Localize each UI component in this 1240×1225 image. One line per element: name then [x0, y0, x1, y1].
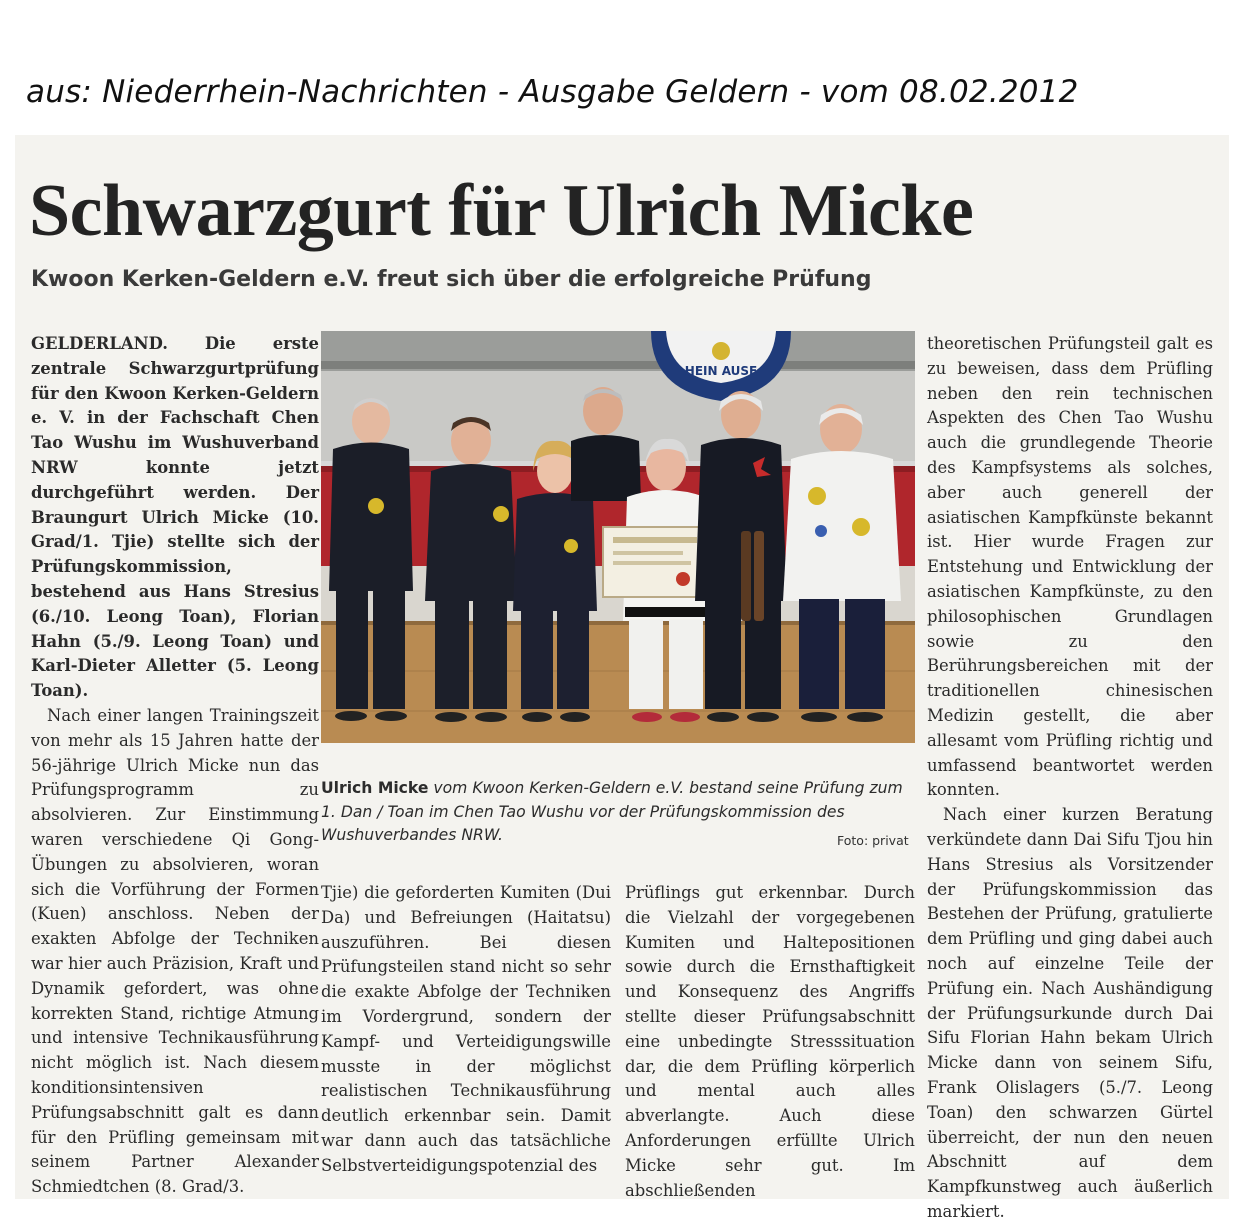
article-column-4 [927, 332, 1213, 1225]
subheadline: Kwoon Kerken-Geldern e.V. freut sich über die erfolgreiche Prüfung [31, 267, 872, 292]
banner-text: HEIN AUSE [684, 364, 758, 378]
newspaper-clipping [15, 135, 1229, 1221]
headline: Schwarzgurt für Ulrich Micke [29, 170, 974, 252]
source-line: aus: Niederrhein-Nachrichten - Ausgabe Geldern - vom 08.02.2012 [26, 74, 1079, 110]
body-paragraph: Tjie) die geforderten Kumiten (Dui Da) und Befreiungen (Haitatsu) auszuführen. Bei diesen Prüfungsteilen stand nicht so sehr die exakte Abfolge der Techniken im Vordergrund, sondern der Kampf- und Verteidigungswille musste in der möglichst realistischen Technikausführung deutlich erkennbar sein. Damit war dann auch das tatsächliche Selbstverteidigungspotenzial des [321, 883, 611, 1175]
article-column-2 [321, 881, 611, 1179]
article-column-3 [625, 881, 915, 1203]
group-photo [321, 331, 915, 743]
photo-illustration [321, 331, 915, 743]
caption-name: Ulrich Micke [321, 779, 429, 797]
body-paragraph: Nach einer langen Trainingszeit von mehr als 15 Jahren hatte der 56-jährige Ulrich Micke nun das Prüfungsprogramm zu absolvieren. Zur Einstimmung waren verschiedene Qi Gong-Übungen zu absolvieren, woran sich die Vorführung der Formen (Kuen) anschloss. Neben der exakten Abfolge der Techniken war hier auch Präzision, Kraft und Dynamik gefordert, was ohne korrekten Stand, richtige Atmung und intensive Technikausführung nicht möglich ist. Nach diesem konditionsintensiven Prüfungsabschnitt galt es dann für den Prüfling gemeinsam mit seinem Partner Alexander Schmiedtchen (8. Grad/3. [31, 705, 319, 1197]
lead-paragraph: GELDERLAND. Die erste zentrale Schwarzgurtprüfung für den Kwoon Kerken-Geldern e. V. in der Fachschaft Chen Tao Wushu im Wushuverband NRW konnte jetzt durchgeführt werden. Der Braungurt Ulrich Micke (10. Grad/1. Tjie) stellte sich der Prüfungskommission, bestehend aus Hans Stresius (6./10. Leong Toan), Florian Hahn (5./9. Leong Toan) und Karl-Dieter Alletter (5. Leong Toan). [31, 334, 319, 701]
body-paragraph: Nach einer kurzen Beratung verkündete dann Dai Sifu Tjou hin Hans Stresius als Vorsitzender der Prüfungskommission das Bestehen der Prüfung, gratulierte dem Prüfling und ging dabei auch noch auf einzelne Teile der Prüfung ein. Nach Aushändigung der Prüfungsurkunde durch Dai Sifu Florian Hahn bekam Ulrich Micke dann von seinem Sifu, Frank Olislagers (5./7. Leong Toan) den schwarzen Gürtel überreicht, der nun den neuen Abschnitt auf dem Kampfkunstweg auch äußerlich markiert. [927, 805, 1213, 1221]
caption-text: vom Kwoon Kerken-Geldern e.V. bestand seine Prüfung zum 1. Dan / Toan im Chen Tao Wushu vor der Prüfungskommission des Wushuverbandes NRW. [321, 779, 903, 845]
body-paragraph: theoretischen Prüfungsteil galt es zu beweisen, dass dem Prüfling neben den rein technischen Aspekten des Chen Tao Wushu auch die grundlegende Theorie des Kampfsystems als solches, aber auch generell der asiatischen Kampfkünste bekannt ist. Hier wurde Fragen zur Entstehung und Entwicklung der asiatischen Kampfkünste, zu den philosophischen Grundlagen sowie zu den Berührungsbereichen mit der traditionellen chinesischen Medizin gestellt, die aber allesamt vom Prüfling richtig und umfassend beantwortet werden konnten. [927, 334, 1213, 800]
photo-credit: Foto: privat [837, 833, 909, 848]
photo-caption [321, 777, 915, 848]
article-column-1 [31, 332, 319, 1200]
body-paragraph: Prüflings gut erkennbar. Durch die Vielzahl der vorgegebenen Kumiten und Haltepositionen sowie durch die Ernsthaftigkeit und Konsequenz des Angriffs stellte dieser Prüfungsabschnitt eine unbedingte Stresssituation dar, die dem Prüfling körperlich und mental auch alles abverlangte. Auch diese Anforderungen erfüllte Ulrich Micke sehr gut. Im abschließenden [625, 883, 915, 1200]
